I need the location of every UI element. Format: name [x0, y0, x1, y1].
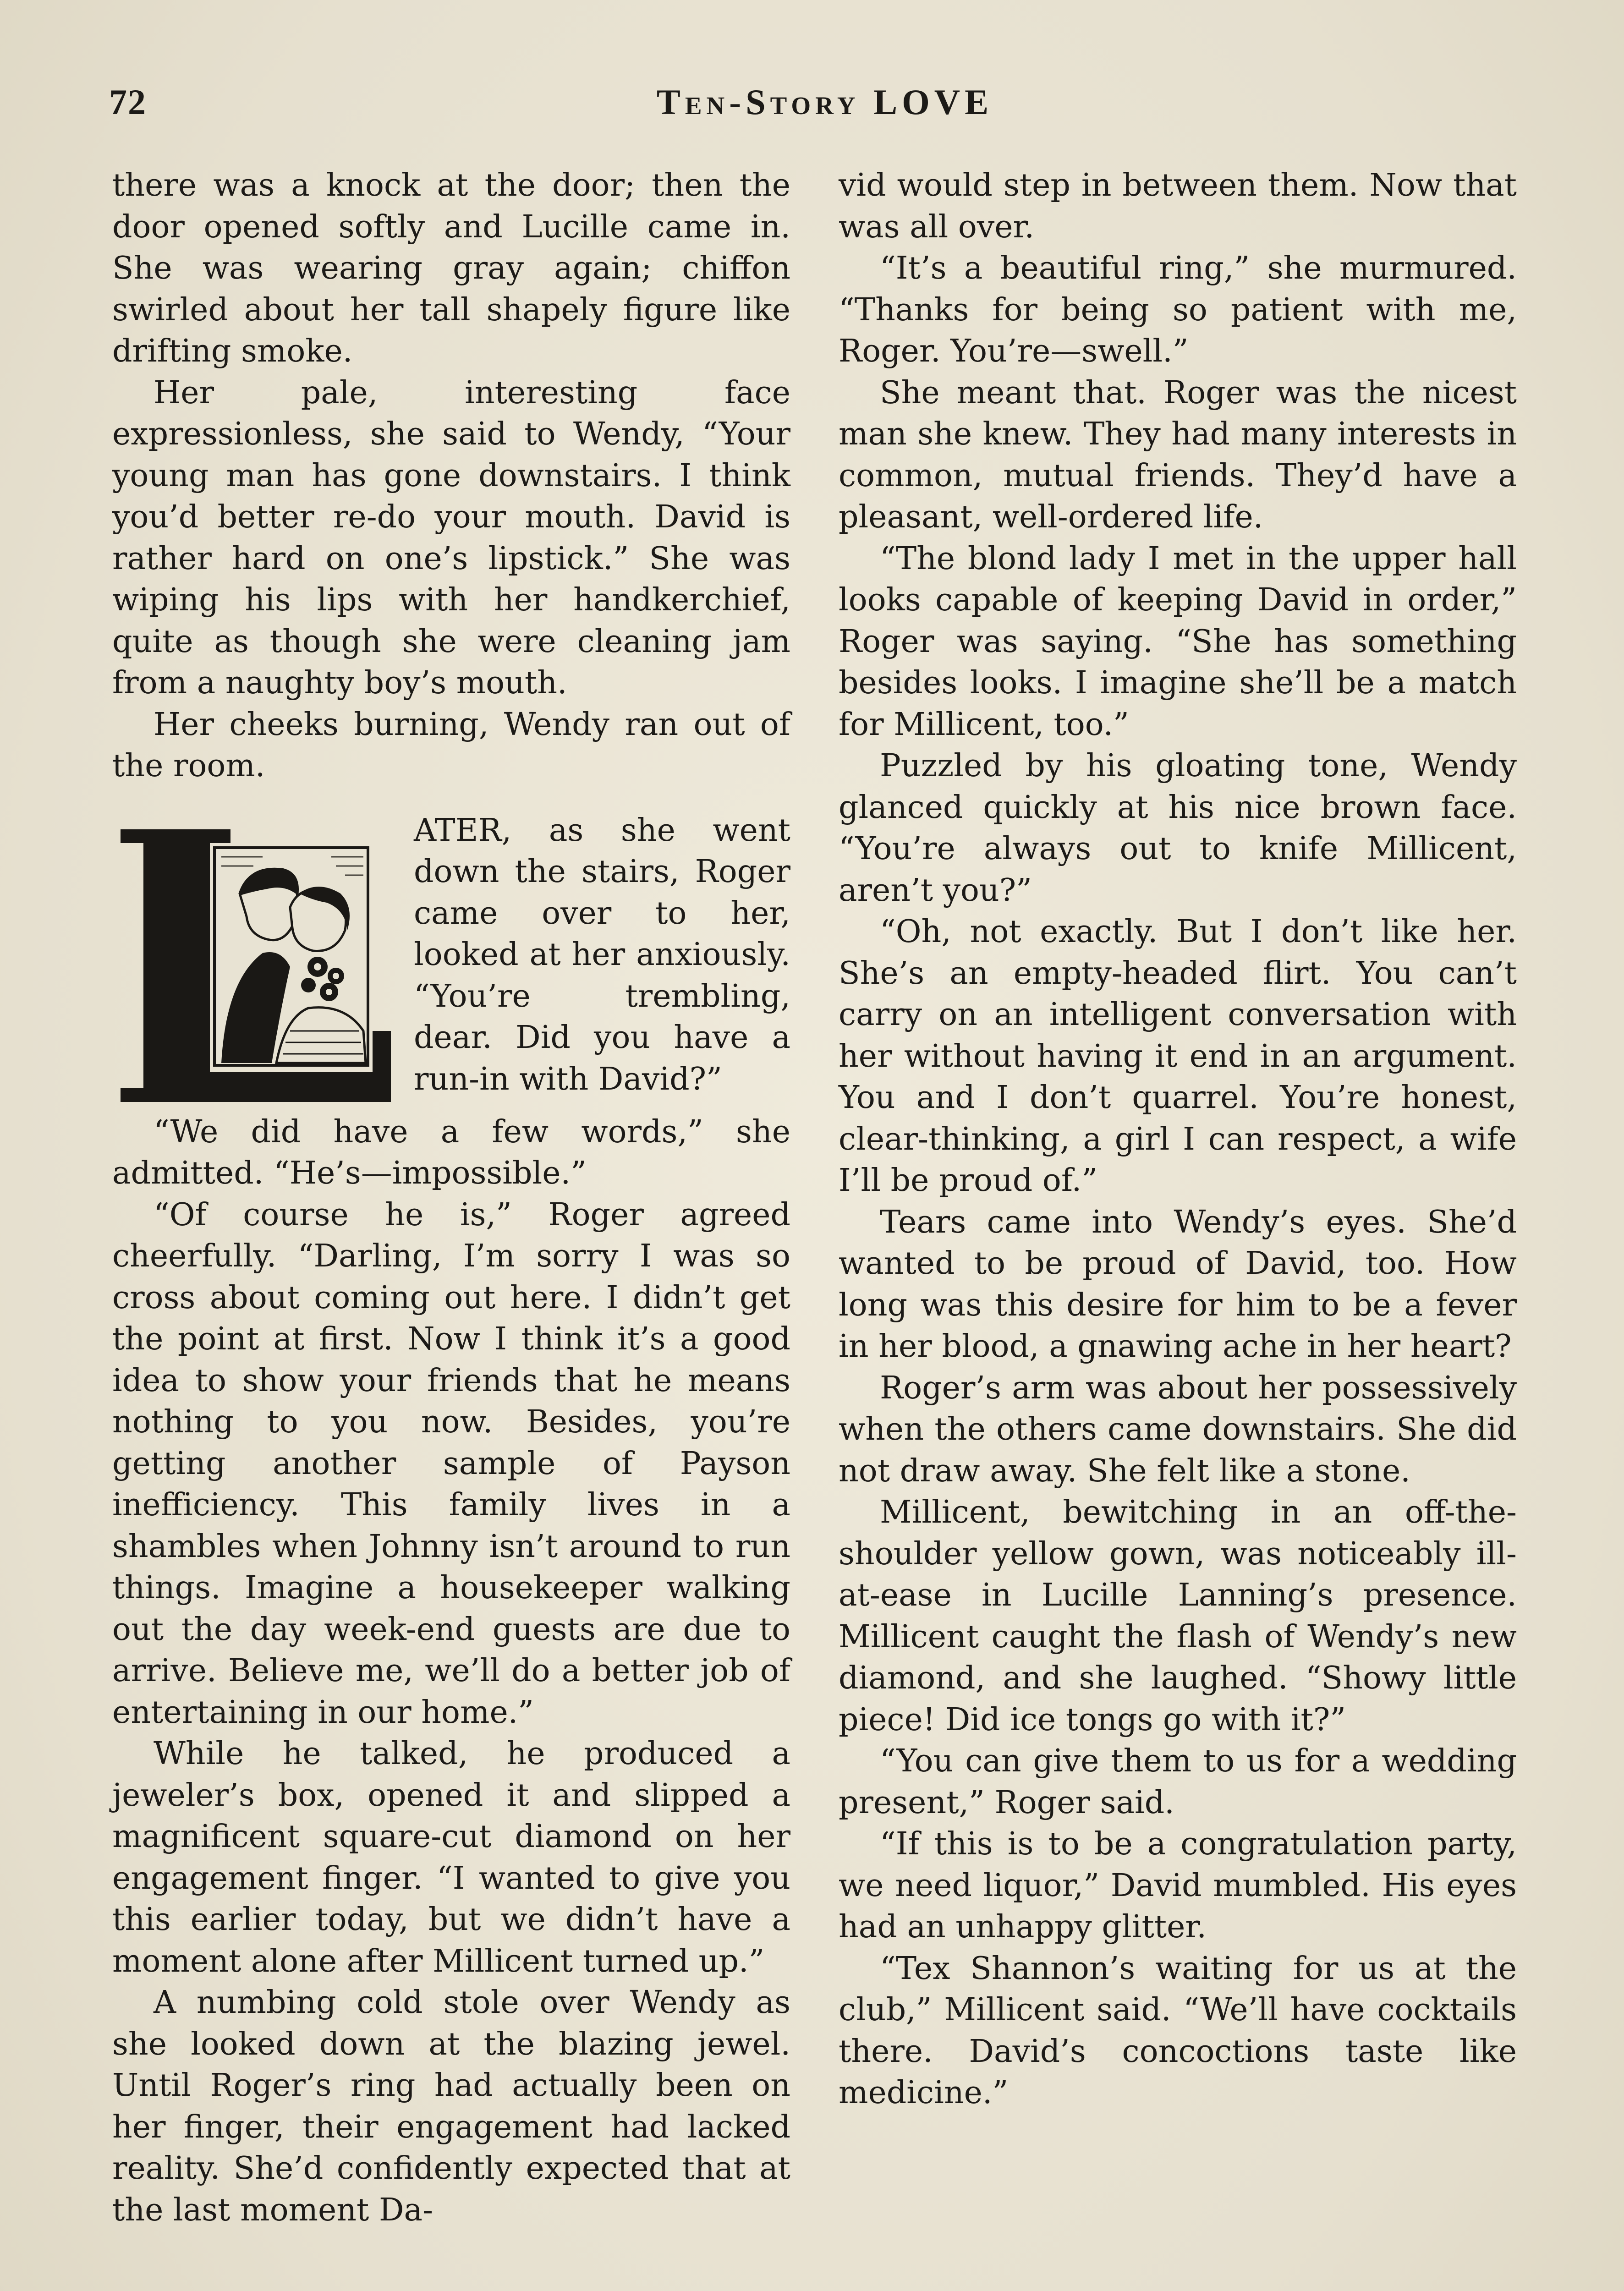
right-column [839, 165, 1517, 2114]
running-head [582, 82, 1068, 123]
couple-embracing-illustration [116, 816, 395, 1109]
paragraph: Millicent, bewitching in an off-the-shoulder yellow gown, was noticeably ill-at-ease in Lucille Lanning’s presence. Millicent caught the flash of Wendy’s new diamond, and she laughed. “Showy little piece! Did ice tongs go with it?” [839, 1494, 1517, 1738]
paragraph: “The blond lady I met in the upper hall looks capable of keeping David in order,” Roger was saying. “She has something besides looks. I imagine she’ll be a match for Millicent, too.” [839, 540, 1517, 743]
paragraph: “Of course he is,” Roger agreed cheerfully. “Darling, I’m sorry I was so cross about coming out here. I didn’t get the point at first. Now I think it’s a good idea to show your friends that he means nothing to you now. Besides, you’re getting another sample of Payson inefficiency. This family lives in a shambles when Johnny isn’t around to run things. Imagine a housekeeper walking out the day week-end guests are due to arrive. Believe me, we’ll do a better job of entertaining in our home.” [112, 1196, 790, 1731]
paragraph: there was a knock at the door; then the door opened softly and Lucille came in. She was wearing gray again; chiffon swirled about her tall shapely figure like drifting smoke. [112, 167, 790, 369]
paragraph: Roger’s arm was about her possessively when the others came downstairs. She did not draw away. She felt like a stone. [839, 1370, 1517, 1489]
left-column [112, 165, 790, 2231]
paragraph: “Oh, not exactly. But I don’t like her. She’s an empty-headed flirt. You can’t carry on an intelligent conversation with her without having it end in an argument. You and I don’t quarrel. You’re honest, clear-thinking, a girl I can respect, a wife I’ll be proud of.” [839, 914, 1517, 1199]
paragraph: “You can give them to us for a wedding present,” Roger said. [839, 1743, 1517, 1821]
paragraph: “We did have a few words,” she admitted. “He’s—impossible.” [112, 1113, 790, 1191]
page-number: 72 [109, 82, 147, 122]
paragraph: “If this is to be a congratulation party, we need liquor,” David mumbled. His eyes had an unhappy glitter. [839, 1826, 1517, 1945]
paragraph-continuation: vid would step in between them. Now that was all over. [839, 167, 1517, 245]
paragraph: Her cheeks burning, Wendy ran out of the room. [112, 706, 790, 784]
magazine-title: Ten-Story LOVE [656, 82, 993, 122]
paragraph: Puzzled by his gloating tone, Wendy glanced quickly at his nice brown face. “You’re always out to knife Millicent, aren’t you?” [839, 748, 1517, 909]
paragraph: While he talked, he produced a jeweler’s box, opened it and slipped a magnificent square-cut diamond on her engagement finger. “I wanted to give you this earlier today, but we didn’t have a moment alone after Millicent turned up.” [112, 1736, 790, 1979]
paragraph: A numbing cold stole over Wendy as she looked down at the blazing jewel. Until Roger’s ring had actually been on her finger, their engagement had lacked reality. She’d confidently expected that at the last moment Da- [112, 1984, 790, 2228]
paragraph: Her pale, interesting face expressionless, she said to Wendy, “Your young man has gone downstairs. I think you’d better re-do your mouth. David is rather hard on one’s lipstick.” She was wiping his lips with her handkerchief, quite as though she were cleaning jam from a naughty boy’s mouth. [112, 374, 790, 701]
drop-cap-illustration [116, 816, 395, 1109]
paragraph: “Tex Shannon’s waiting for us at the club,” Millicent said. “We’ll have cocktails there. David’s concoctions taste like medicine.” [839, 1950, 1517, 2111]
drop-cap-paragraph: ATER, as she went down the stairs, Roger came over to her, looked at her anxiously. “You’re trembling, dear. Did you have a run-in with David?” [414, 812, 790, 1097]
paragraph: “It’s a beautiful ring,” she murmured. “Thanks for being so patient with me, Roger. You’re—swell.” [839, 250, 1517, 369]
paragraph: She meant that. Roger was the nicest man she knew. They had many interests in common, mutual friends. They’d have a pleasant, well-ordered life. [839, 374, 1517, 535]
paragraph: Tears came into Wendy’s eyes. She’d wanted to be proud of David, too. How long was this desire for him to be a fever in her blood, a gnawing ache in her heart? [839, 1204, 1517, 1365]
drop-cap-paragraph-block [112, 810, 790, 1112]
